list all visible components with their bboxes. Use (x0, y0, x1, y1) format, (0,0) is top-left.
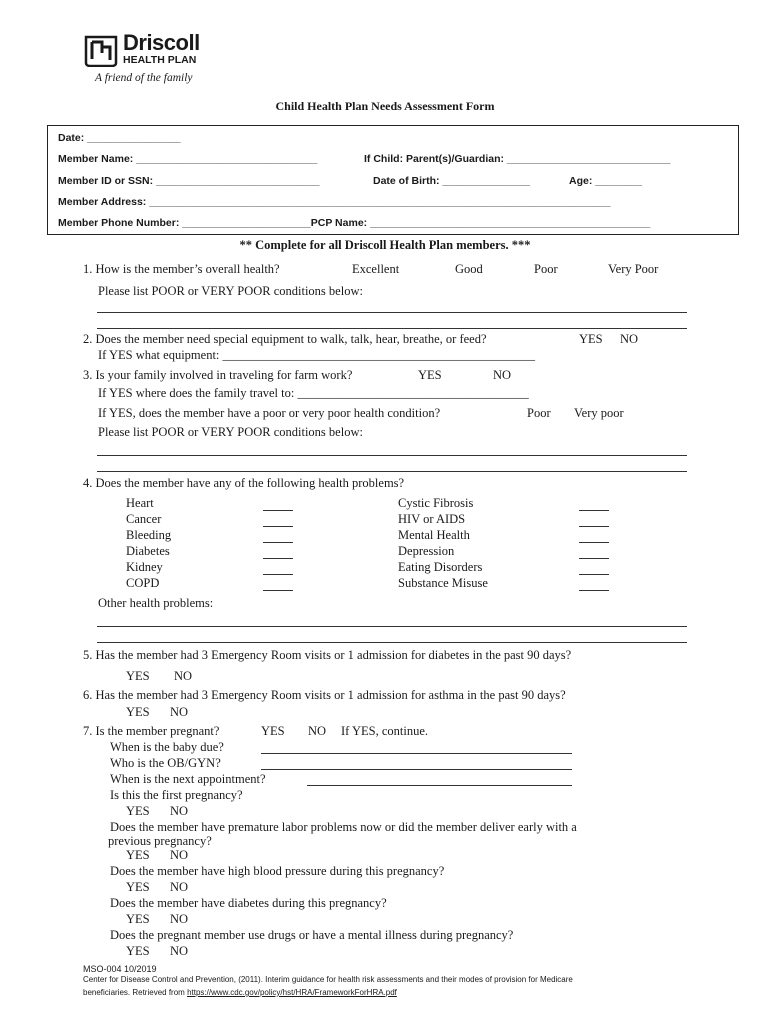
q7-appt-line[interactable] (307, 785, 572, 786)
q2-equipment-field[interactable]: If YES what equipment: __________________________________________________ (98, 348, 536, 362)
eating-disorders-blank[interactable] (579, 574, 609, 575)
condition-substance-misuse: Substance Misuse (398, 576, 488, 590)
condition-copd: COPD (126, 576, 160, 590)
kidney-blank[interactable] (263, 574, 293, 575)
substance-misuse-blank[interactable] (579, 590, 609, 591)
q7-due-line[interactable] (261, 753, 572, 754)
date-field[interactable]: Date: ________________ (58, 132, 181, 144)
phone-pcp-field[interactable]: Member Phone Number: ______________________PCP Name: ________________________________________________ (58, 217, 651, 229)
brand-name: Driscoll (123, 30, 200, 55)
q7-text: 7. Is the member pregnant? (83, 724, 220, 738)
q1-option-good[interactable]: Good (455, 262, 483, 276)
q3-no[interactable]: NO (493, 368, 512, 382)
q5-no[interactable]: NO (174, 669, 193, 683)
other-problems-label: Other health problems: (98, 596, 214, 610)
cancer-blank[interactable] (263, 526, 293, 527)
q1-option-very-poor[interactable]: Very Poor (608, 262, 659, 276)
age-field[interactable]: Age: ________ (569, 175, 642, 187)
q7-drugs-no[interactable]: NO (170, 944, 189, 958)
q3-answer-line-1[interactable] (97, 455, 687, 456)
q1-answer-line-1[interactable] (97, 312, 687, 313)
q7-labor-line2: previous pregnancy? (108, 834, 212, 848)
dob-field[interactable]: Date of Birth: _______________ (373, 175, 531, 187)
q3-very-poor[interactable]: Very poor (574, 406, 624, 420)
q7-bp: Does the member have high blood pressure during this pregnancy? (110, 864, 445, 878)
q3-poor-question: If YES, does the member have a poor or very poor health condition? (98, 406, 441, 420)
member-info-box (47, 125, 739, 235)
q2-text: 2. Does the member need special equipment to walk, talk, hear, breathe, or feed? (83, 332, 487, 346)
citation-line-1: Center for Disease Control and Prevention, (2011). Interim guidance for health risk assessments and their modes of provision for Medicare (83, 975, 573, 984)
q7-obgyn-label: Who is the OB/GYN? (110, 756, 221, 770)
condition-cystic-fibrosis: Cystic Fibrosis (398, 496, 474, 510)
condition-mental-health: Mental Health (398, 528, 470, 542)
condition-cancer: Cancer (126, 512, 162, 526)
q3-poor[interactable]: Poor (527, 406, 551, 420)
q5-yes[interactable]: YES (126, 669, 150, 683)
depression-blank[interactable] (579, 558, 609, 559)
form-code: MSO-004 10/2019 (83, 964, 157, 974)
member-name-field[interactable]: Member Name: _______________________________ (58, 153, 318, 165)
q7-first-no[interactable]: NO (170, 804, 189, 818)
q7-continue: If YES, continue. (341, 724, 429, 738)
q1-text: 1. How is the member’s overall health? (83, 262, 280, 276)
guardian-field[interactable]: If Child: Parent(s)/Guardian: ____________________________ (364, 153, 671, 165)
diabetes-blank[interactable] (263, 558, 293, 559)
condition-kidney: Kidney (126, 560, 163, 574)
q3-answer-line-2[interactable] (97, 471, 687, 472)
q1-option-excellent[interactable]: Excellent (352, 262, 400, 276)
heart-blank[interactable] (263, 510, 293, 511)
q1-option-poor[interactable]: Poor (534, 262, 558, 276)
complete-note: ** Complete for all Driscoll Health Plan members. *** (239, 238, 531, 252)
q7-obgyn-line[interactable] (261, 769, 572, 770)
q6-yes[interactable]: YES (126, 705, 150, 719)
q2-yes[interactable]: YES (579, 332, 603, 346)
condition-heart: Heart (126, 496, 154, 510)
q7-appt-label: When is the next appointment? (110, 772, 266, 786)
q7-labor-line1: Does the member have premature labor problems now or did the member deliver early with a (110, 820, 577, 834)
bleeding-blank[interactable] (263, 542, 293, 543)
q2-no[interactable]: NO (620, 332, 639, 346)
cystic-fibrosis-blank[interactable] (579, 510, 609, 511)
q1-answer-line-2[interactable] (97, 328, 687, 329)
q7-labor-yes[interactable]: YES (126, 848, 150, 862)
other-problems-line-2[interactable] (97, 642, 687, 643)
copd-blank[interactable] (263, 590, 293, 591)
q7-drugs: Does the pregnant member use drugs or have a mental illness during pregnancy? (110, 928, 514, 942)
q7-drugs-yes[interactable]: YES (126, 944, 150, 958)
mental-health-blank[interactable] (579, 542, 609, 543)
q7-diabetes-yes[interactable]: YES (126, 912, 150, 926)
condition-bleeding: Bleeding (126, 528, 172, 542)
q4-text: 4. Does the member have any of the following health problems? (83, 476, 405, 490)
q7-diabetes: Does the member have diabetes during this pregnancy? (110, 896, 387, 910)
q1-list-label: Please list POOR or VERY POOR conditions below: (98, 284, 363, 298)
q7-yes[interactable]: YES (261, 724, 285, 738)
other-problems-line-1[interactable] (97, 626, 687, 627)
q5-text: 5. Has the member had 3 Emergency Room visits or 1 admission for diabetes in the past 90 days? (83, 648, 572, 662)
citation-link[interactable]: https://www.cdc.gov/policy/hst/HRA/FrameworkForHRA.pdf (187, 988, 397, 997)
q6-text: 6. Has the member had 3 Emergency Room visits or 1 admission for asthma in the past 90 days? (83, 688, 566, 702)
q3-list-label: Please list POOR or VERY POOR conditions below: (98, 425, 363, 439)
condition-eating-disorders: Eating Disorders (398, 560, 483, 574)
q7-bp-no[interactable]: NO (170, 880, 189, 894)
q3-yes[interactable]: YES (418, 368, 442, 382)
citation-line-2 (83, 988, 397, 997)
q7-labor-no[interactable]: NO (170, 848, 189, 862)
condition-hiv-aids: HIV or AIDS (398, 512, 466, 526)
q7-first-yes[interactable]: YES (126, 804, 150, 818)
hiv-aids-blank[interactable] (579, 526, 609, 527)
member-id-field[interactable]: Member ID or SSN: ____________________________ (58, 175, 320, 187)
q6-no[interactable]: NO (170, 705, 189, 719)
citation-retrieved: beneficiaries. Retrieved from (83, 988, 185, 997)
q3-travel-field[interactable]: If YES where does the family travel to: _____________________________________ (98, 386, 529, 400)
form-title: Child Health Plan Needs Assessment Form (275, 99, 495, 113)
driscoll-logo-icon (84, 33, 118, 67)
address-field[interactable]: Member Address: _______________________________________________________________________________ (58, 196, 611, 208)
q7-first-pregnancy: Is this the first pregnancy? (110, 788, 243, 802)
q3-text: 3. Is your family involved in traveling for farm work? (83, 368, 353, 382)
q7-diabetes-no[interactable]: NO (170, 912, 189, 926)
condition-depression: Depression (398, 544, 455, 558)
brand-tagline: A friend of the family (95, 72, 193, 84)
q7-bp-yes[interactable]: YES (126, 880, 150, 894)
brand-subtitle: HEALTH PLAN (123, 54, 197, 66)
q7-due-label: When is the baby due? (110, 740, 224, 754)
q7-no[interactable]: NO (308, 724, 327, 738)
condition-diabetes: Diabetes (126, 544, 170, 558)
